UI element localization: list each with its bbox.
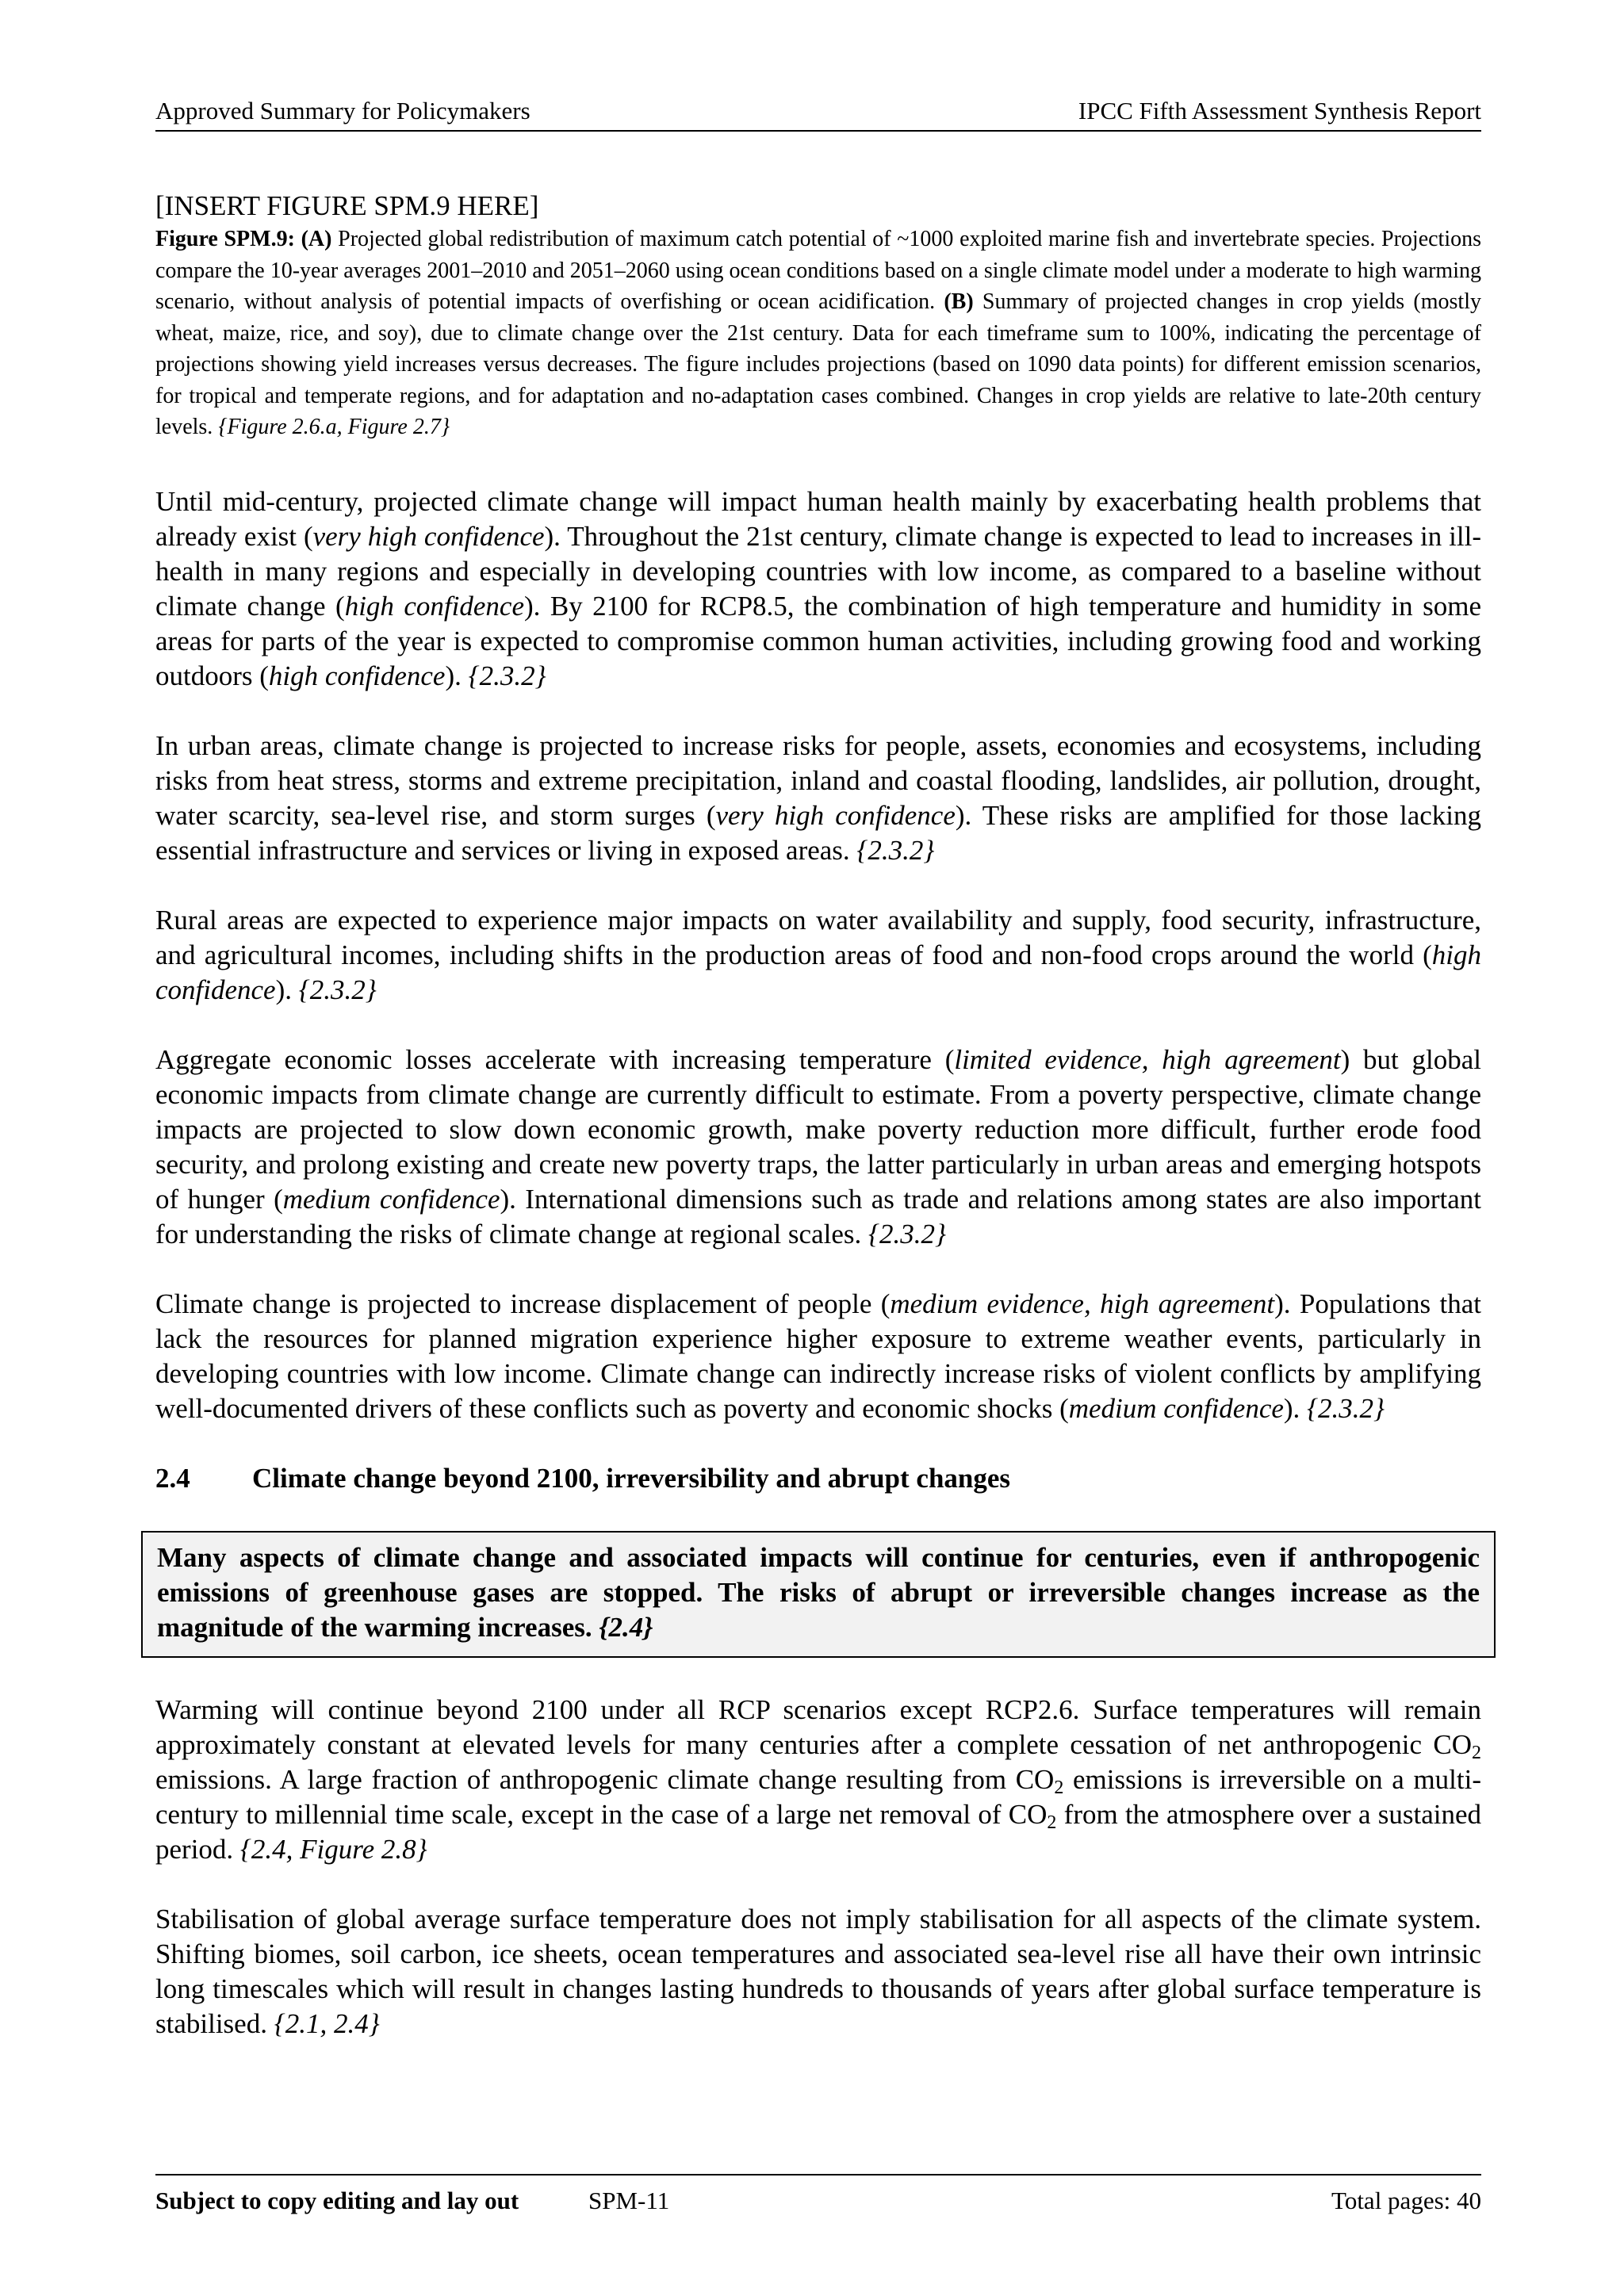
document-page	[155, 0, 1481, 2296]
header-left-title: Approved Summary for Policymakers	[155, 97, 530, 124]
figure-placeholder: [INSERT FIGURE SPM.9 HERE]	[155, 190, 539, 221]
caption-part-b-label: (B)	[944, 289, 974, 314]
page-number: SPM-11	[588, 2187, 670, 2214]
reference: {2.3.2}	[298, 974, 377, 1005]
paragraph-human-health: Until mid-century, projected climate change will impact human health mainly by exacerbating health problems that already exist (very high confidence). Throughout the 21st century, climate change is expected to lead to increases in ill-health in many regions and especially in developing countries with low income, as compared to a baseline without climate change (high confidence). By 2100 for RCP8.5, the combination of high temperature and humidity in some areas for parts of the year is expected to compromise common human activities, including growing food and working outdoors (high confidence). {2.3.2}	[155, 485, 1482, 691]
reference: {2.1, 2.4}	[274, 2007, 380, 2039]
total-pages: Total pages: 40	[1331, 2187, 1481, 2214]
caption-reference: {Figure 2.6.a, Figure 2.7}	[218, 415, 450, 439]
reference: {2.4, Figure 2.8}	[239, 1833, 427, 1865]
caption-label: Figure SPM.9:	[155, 227, 295, 251]
paragraph-economic-losses: Aggregate economic losses accelerate with increasing temperature (limited evidence, high agreement) but global economic impacts from climate change are currently difficult to estimate. From a poverty perspective, climate change impacts are projected to slow down economic growth, make poverty reduction more difficult, further erode food security, and prolong existing and create new poverty traps, the latter particularly in urban areas and emerging hotspots of hunger (medium confidence). International dimensions such as trade and relations among states are also important for understanding the risks of climate change at regional scales. {2.3.2}	[155, 1043, 1481, 1249]
caption-part-a-label: (A)	[301, 227, 332, 251]
footer-notice: Subject to copy editing and lay out	[155, 2187, 519, 2214]
section-title: Climate change beyond 2100, irreversibility and abrupt changes	[252, 1462, 1011, 1494]
paragraph-displacement: Climate change is projected to increase displacement of people (medium evidence, high agreement). Populations that lack the resources for planned migration experience higher exposure to extreme weather events, particularly in developing countries with low income. Climate change can indirectly increase risks of violent conflicts by amplifying well-documented drivers of these conflicts such as poverty and economic shocks (medium confidence). {2.3.2}	[155, 1288, 1481, 1424]
header-right-title: IPCC Fifth Assessment Synthesis Report	[1078, 97, 1481, 124]
paragraph-urban-areas: In urban areas, climate change is projected to increase risks for people, assets, economies and ecosystems, including risks from heat stress, storms and extreme precipitation, inland and coastal flooding, landslides, air pollution, drought, water scarcity, sea-level rise, and storm surges (very high confidence). These risks are amplified for those lacking essential infrastructure and services or living in exposed areas. {2.3.2}	[155, 729, 1481, 866]
paragraph-rural-areas: Rural areas are expected to experience major impacts on water availability and supply, food security, infrastructure, and agricultural incomes, including shifts in the production areas of food and non-food crops around the world (high confidence). {2.3.2}	[155, 904, 1481, 1005]
reference: {2.3.2}	[856, 834, 935, 866]
section-heading	[155, 1461, 1481, 1496]
page-content	[155, 189, 1481, 2042]
caption-part-a-text: Projected global redistribution of maximum catch potential of ~1000 exploited marine fish and invertebrate species. Projections compare the 10-year averages 2001–2010 and 2051–2060 using ocean conditions based on a single climate model under a moderate to high warming scenario, without analysis of potential impacts of overfishing or ocean acidification.	[155, 227, 1482, 314]
key-finding-box	[141, 1531, 1496, 1658]
running-header	[155, 94, 1481, 132]
running-footer	[155, 2174, 1481, 2218]
reference: {2.3.2}	[468, 660, 546, 691]
paragraph-warming-beyond-2100: Warming will continue beyond 2100 under all RCP scenarios except RCP2.6. Surface temperatures will remain approximately constant at elevated levels for many centuries after a complete cessation of net anthropogenic $CO_2$ emissions. A large fraction of anthropogenic climate change resulting from $CO_2$ emissions is irreversible on a multi-century to millennial time scale, except in the case of a large net removal of $CO_2$ from the atmosphere over a sustained period. {2.4, Figure 2.8}	[155, 1693, 1481, 1865]
reference: {2.3.2}	[868, 1218, 946, 1249]
caption-part-b-text: Summary of projected changes in crop yields (mostly wheat, maize, rice, and soy), due to climate change over the 21st century. Data for each timeframe sum to 100%, indicating the percentage of projections showing yield increases versus decreases. The figure includes projections (based on 1090 data points) for different emission scenarios, for tropical and temperate regions, and for adaptation and no-adaptation cases combined. Changes in crop yields are relative to late-20th century levels.	[155, 289, 1481, 439]
paragraph-stabilisation: Stabilisation of global average surface temperature does not imply stabilisation for all aspects of the climate system. Shifting biomes, soil carbon, ice sheets, ocean temperatures and associated sea-level rise all have their own intrinsic long timescales which will result in changes lasting hundreds to thousands of years after global surface temperature is stabilised. {2.1, 2.4}	[155, 1903, 1481, 2039]
section-number: 2.4	[155, 1462, 190, 1494]
figure-caption	[155, 224, 1481, 443]
reference: {2.3.2}	[1307, 1392, 1385, 1424]
key-finding-text: Many aspects of climate change and associated impacts will continue for centuries, even if anthropogenic emissions of greenhouse gases are stopped. The risks of abrupt or irreversible changes increase as the magnitude of the warming increases.	[157, 1541, 1480, 1643]
reference: {2.4}	[599, 1611, 653, 1643]
